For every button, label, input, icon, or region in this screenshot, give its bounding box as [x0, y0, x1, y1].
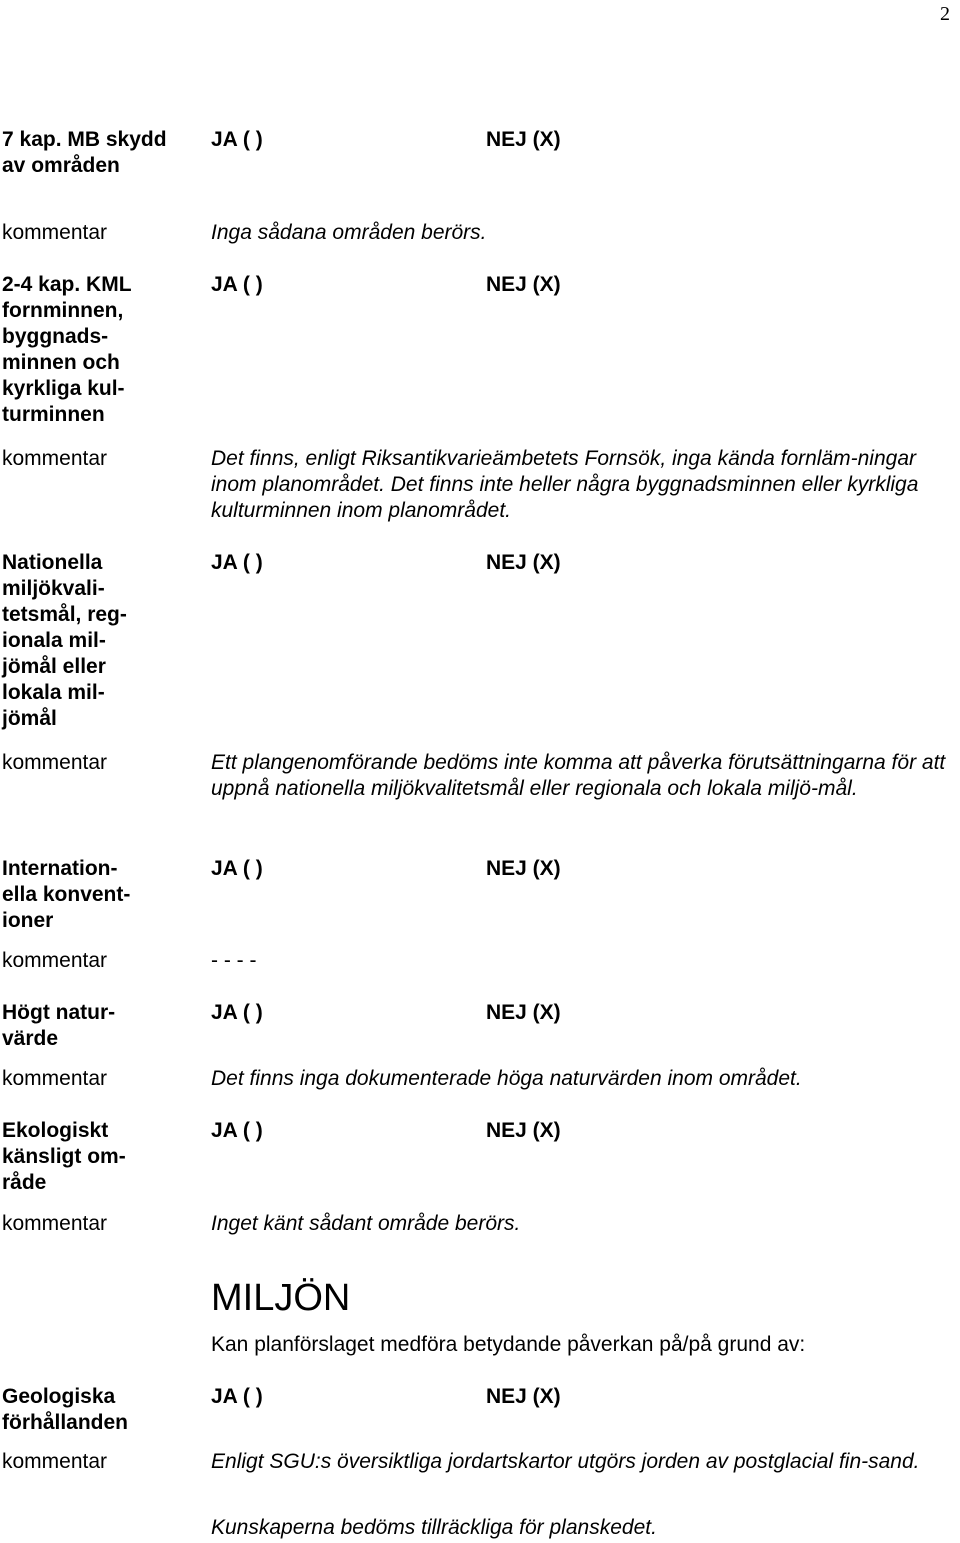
kommentar-text-geologi-2: Kunskaperna bedöms tillräckliga för planskedet.: [211, 1516, 657, 1539]
ja-option-konventioner: JA ( ): [211, 857, 263, 880]
section-label-kml: 2-4 kap. KML fornminnen, byggnads-minnen och kyrkliga kul-turminnen: [2, 273, 132, 426]
kommentar-label-naturvarde: kommentar: [2, 1067, 108, 1090]
ja-option-skydd-omraden: JA ( ): [211, 128, 263, 151]
kommentar-label-miljokvalitetsmal: kommentar: [2, 751, 108, 774]
page-number: 2: [940, 3, 950, 25]
ja-option-naturvarde: JA ( ): [211, 1001, 263, 1024]
kommentar-label-ekologiskt: kommentar: [2, 1212, 108, 1235]
ja-option-geologi: JA ( ): [211, 1385, 263, 1408]
section-label-skydd-omraden: 7 kap. MB skydd av områden: [2, 128, 167, 177]
kommentar-label-skydd-omraden: kommentar: [2, 221, 108, 244]
nej-option-naturvarde: NEJ (X): [486, 1001, 561, 1024]
section-label-geologi: Geologiska förhållanden: [2, 1385, 129, 1434]
kommentar-label-geologi: kommentar: [2, 1450, 108, 1473]
kommentar-label-konventioner: kommentar: [2, 949, 108, 972]
nej-option-skydd-omraden: NEJ (X): [486, 128, 561, 151]
ja-option-ekologiskt: JA ( ): [211, 1119, 263, 1142]
nej-option-miljokvalitetsmal: NEJ (X): [486, 551, 561, 574]
nej-option-ekologiskt: NEJ (X): [486, 1119, 561, 1142]
section-label-konventioner: Internation-ella konvent-ioner: [2, 857, 131, 932]
nej-option-geologi: NEJ (X): [486, 1385, 561, 1408]
kommentar-text-konventioner: - - - -: [211, 949, 257, 972]
kommentar-text-miljokvalitetsmal: Ett plangenomförande bedöms inte komma att påverka förutsättningarna för att uppnå nationella miljökvalitetsmål eller regionala och lokala miljö-mål.: [211, 751, 946, 800]
ja-option-kml: JA ( ): [211, 273, 263, 296]
miljon-heading: MILJÖN: [211, 1277, 351, 1319]
miljon-subheading: Kan planförslaget medföra betydande påverkan på/på grund av:: [211, 1333, 806, 1356]
kommentar-text-ekologiskt: Inget känt sådant område berörs.: [211, 1212, 521, 1235]
kommentar-label-kml: kommentar: [2, 447, 108, 470]
section-label-miljokvalitetsmal: Nationella miljökvali-tetsmål, reg-ionala mil-jömål eller lokala mil-jömål: [2, 551, 127, 730]
kommentar-text-skydd-omraden: Inga sådana områden berörs.: [211, 221, 487, 244]
kommentar-text-kml: Det finns, enligt Riksantikvarieämbetets Fornsök, inga kända fornläm-ningar inom planområdet. Det finns inte heller några byggnadsminnen eller kyrkliga kulturminnen inom planområdet.: [211, 447, 919, 522]
kommentar-text-naturvarde: Det finns inga dokumenterade höga naturvärden inom området.: [211, 1067, 802, 1090]
section-label-naturvarde: Högt natur-värde: [2, 1001, 116, 1050]
nej-option-konventioner: NEJ (X): [486, 857, 561, 880]
nej-option-kml: NEJ (X): [486, 273, 561, 296]
section-label-ekologiskt: Ekologiskt känsligt om-råde: [2, 1119, 126, 1194]
ja-option-miljokvalitetsmal: JA ( ): [211, 551, 263, 574]
kommentar-text-geologi: Enligt SGU:s översiktliga jordartskartor utgörs jorden av postglacial fin-sand.: [211, 1450, 920, 1473]
